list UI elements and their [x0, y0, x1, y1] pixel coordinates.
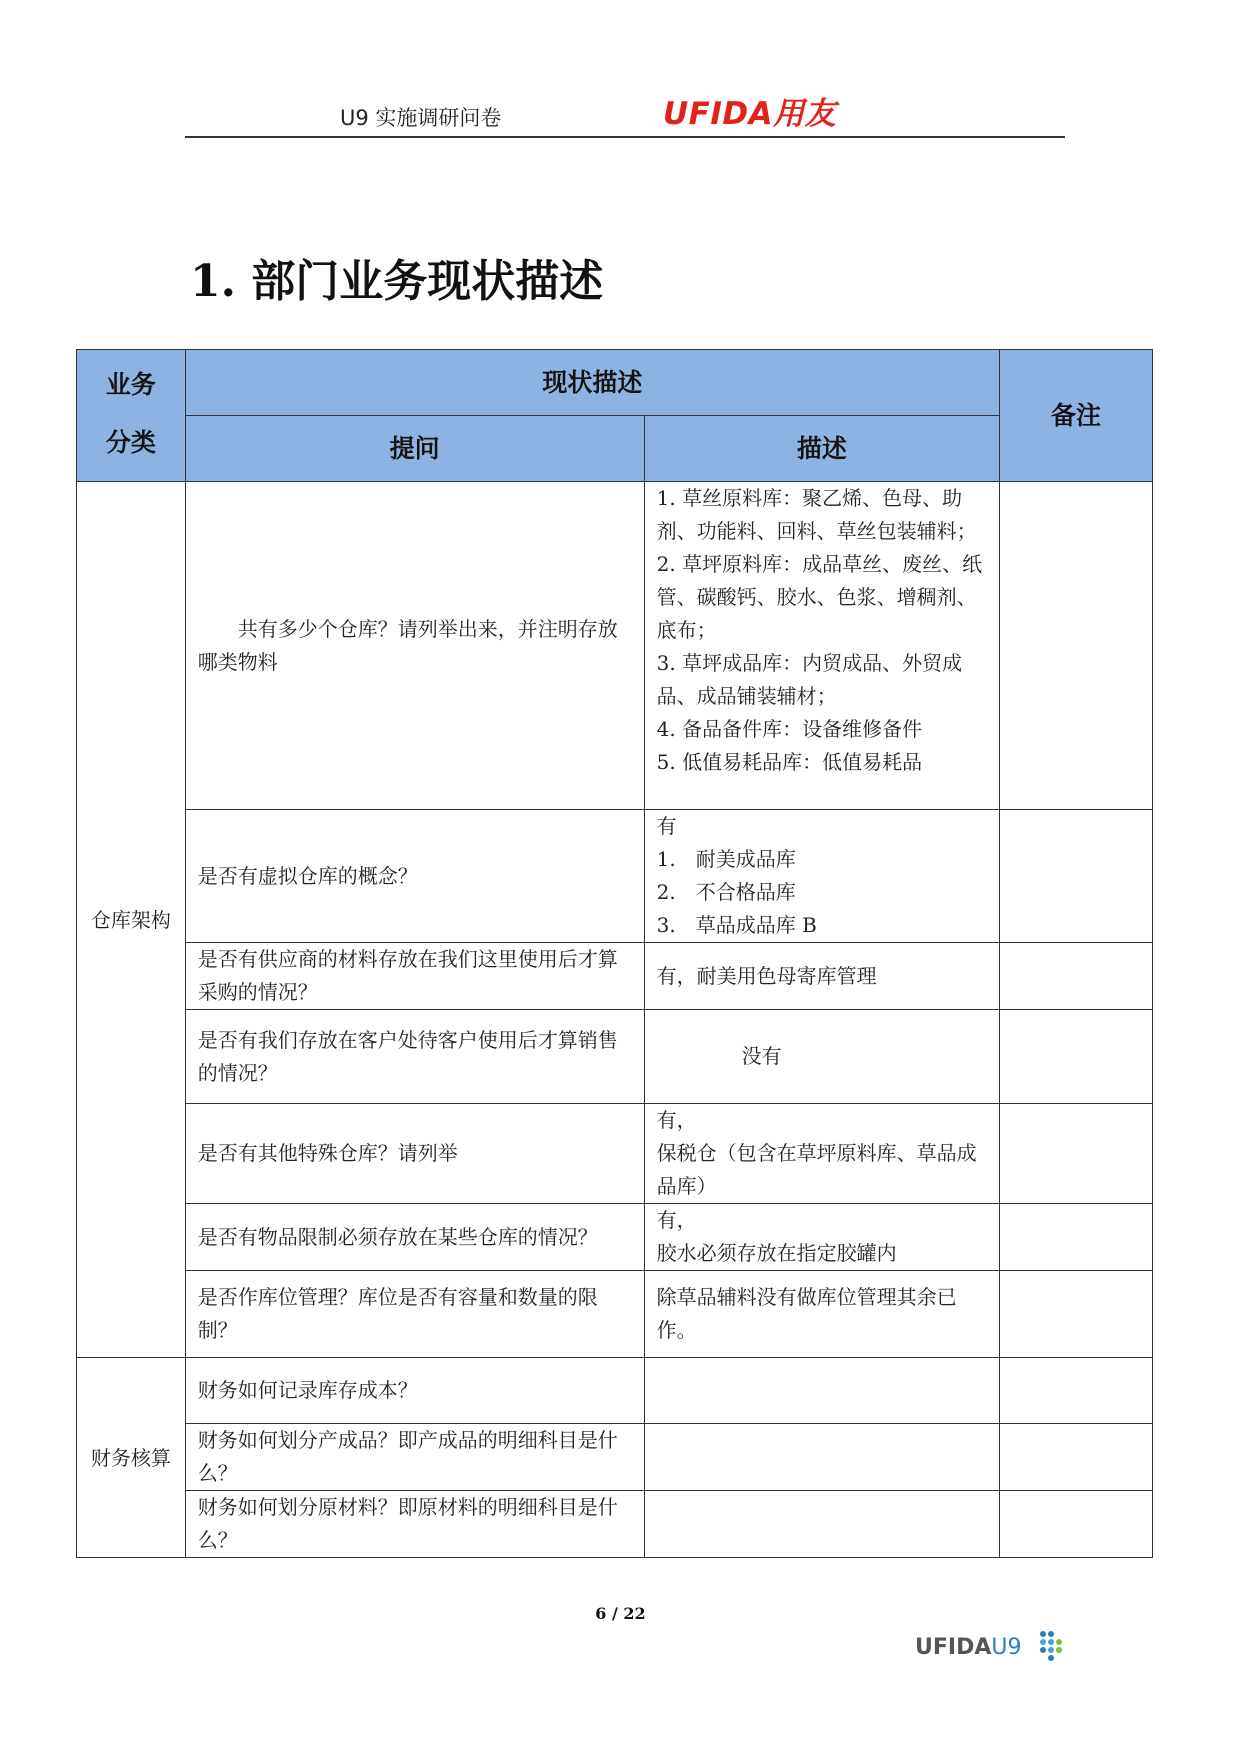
description-line: 5. 低值易耗品库：低值易耗品: [656, 750, 923, 774]
description-cell: [644, 1358, 999, 1424]
remark-cell: [999, 1204, 1152, 1271]
page-number: 6 / 22: [595, 1604, 646, 1623]
description-cell: [644, 943, 999, 1010]
header-category: 业务分类: [77, 350, 186, 482]
table-row: [77, 1358, 1153, 1424]
table-row: [77, 1271, 1153, 1358]
remark-cell: [999, 482, 1152, 810]
table-row: [77, 1204, 1153, 1271]
description-line: 3. 草坪成品库：内贸成品、外贸成品、成品铺装辅材；: [656, 651, 963, 708]
question-cell: 是否有其他特殊仓库？请列举: [185, 1104, 644, 1204]
remark-cell: [999, 1271, 1152, 1358]
table-row: [77, 810, 1153, 943]
document-title: U9 实施调研问卷: [340, 106, 502, 130]
ufida-logo: UFIDA用友: [663, 96, 837, 132]
section-title: 1. 部门业务现状描述: [190, 256, 604, 307]
description-cell: [644, 1424, 999, 1491]
remark-cell: [999, 810, 1152, 943]
u9-dots-icon: [1035, 1628, 1065, 1662]
question-cell: 是否有供应商的材料存放在我们这里使用后才算采购的情况？: [185, 943, 644, 1010]
survey-table: [76, 349, 1153, 1558]
description-line: 4. 备品备件库：设备维修备件: [656, 717, 923, 741]
description-line: 保税仓（包含在草坪原料库、草品成品库）: [656, 1141, 977, 1198]
question-cell: 是否有物品限制必须存放在某些仓库的情况？: [185, 1204, 644, 1271]
question-cell: 财务如何记录库存成本？: [185, 1358, 644, 1424]
description-line: 胶水必须存放在指定胶罐内: [656, 1241, 897, 1265]
table-row: [77, 1010, 1153, 1104]
table-row: [77, 1104, 1153, 1204]
header-question: 提问: [185, 416, 644, 482]
question-cell: 财务如何划分原材料？即原材料的明细科目是什么？: [185, 1491, 644, 1558]
question-cell: 是否有虚拟仓库的概念？: [185, 810, 644, 943]
table-row: [77, 482, 1153, 810]
table-row: [77, 1491, 1153, 1558]
page-header: [185, 90, 1065, 138]
ufida-u9-logo: UFIDAU9: [915, 1635, 1022, 1660]
description-cell: [644, 1271, 999, 1358]
description-line: 2. 草坪原料库：成品草丝、废丝、纸管、碳酸钙、胶水、色浆、增稠剂、底布；: [656, 552, 983, 642]
table-row: [77, 943, 1153, 1010]
header-description: 描述: [644, 416, 999, 482]
table-row: [77, 1424, 1153, 1491]
description-cell: [644, 810, 999, 943]
header-remark: 备注: [999, 350, 1152, 482]
description-line: 3. 草品成品库 B: [656, 913, 817, 937]
question-cell: 财务如何划分产成品？即产成品的明细科目是什么？: [185, 1424, 644, 1491]
description-line: 有，耐美用色母寄库管理: [656, 963, 877, 988]
description-line: 有，: [656, 1108, 697, 1132]
category-cell: 财务核算: [77, 1358, 186, 1558]
description-line: 没有: [741, 1044, 782, 1068]
remark-cell: [999, 1010, 1152, 1104]
description-line: 1. 草丝原料库：聚乙烯、色母、助剂、功能料、回料、草丝包装辅料；: [656, 486, 977, 543]
description-line: 有，: [656, 1208, 697, 1232]
description-line: 除草品辅料没有做库位管理其余已作。: [656, 1285, 957, 1342]
category-cell: 仓库架构: [77, 482, 186, 1358]
question-cell: 共有多少个仓库？请列举出来，并注明存放哪类物料: [185, 482, 644, 810]
remark-cell: [999, 1358, 1152, 1424]
description-cell: [644, 1010, 999, 1104]
description-line: 有: [656, 814, 677, 838]
remark-cell: [999, 1424, 1152, 1491]
description-cell: [644, 1491, 999, 1558]
description-cell: [644, 1104, 999, 1204]
description-line: 2. 不合格品库: [656, 880, 796, 904]
header-status: 现状描述: [185, 350, 999, 416]
remark-cell: [999, 1491, 1152, 1558]
remark-cell: [999, 943, 1152, 1010]
remark-cell: [999, 1104, 1152, 1204]
question-cell: 是否作库位管理？库位是否有容量和数量的限制？: [185, 1271, 644, 1358]
description-cell: [644, 1204, 999, 1271]
description-line: 1. 耐美成品库: [656, 847, 796, 871]
question-cell: 是否有我们存放在客户处待客户使用后才算销售的情况？: [185, 1010, 644, 1104]
description-cell: [644, 482, 999, 810]
